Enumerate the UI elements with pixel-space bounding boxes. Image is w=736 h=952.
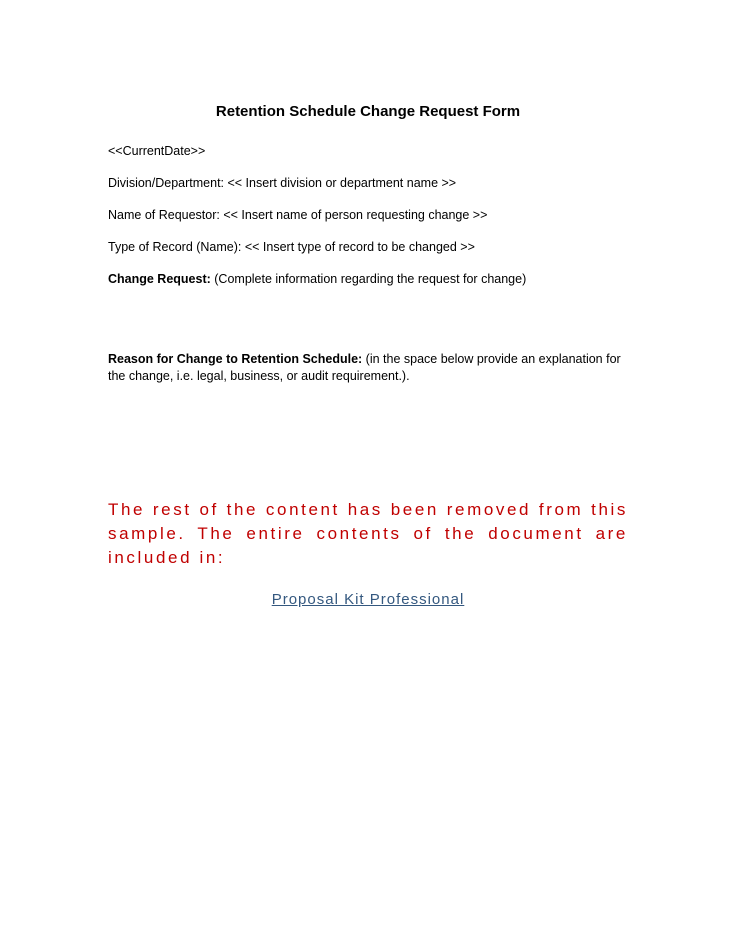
- division-field: Division/Department: << Insert division or department name >>: [108, 176, 457, 190]
- change-request-instructions: (Complete information regarding the request for change): [210, 272, 527, 286]
- change-request-section: [108, 271, 628, 287]
- content-removed-notice: The rest of the content has been removed from this sample. The entire contents of the document are included in:: [108, 500, 628, 567]
- proposal-kit-link[interactable]: Proposal Kit Professional: [271, 591, 465, 608]
- current-date-field: <<CurrentDate>>: [108, 144, 206, 158]
- reason-section: [108, 351, 628, 385]
- reason-instructions: (in the space below provide an explanation for the change, i.e. legal, business, or audit requirement.).: [108, 352, 621, 383]
- record-type-field: Type of Record (Name): << Insert type of record to be changed >>: [108, 240, 475, 254]
- reason-label: Reason for Change to Retention Schedule:: [108, 352, 363, 366]
- requestor-field: Name of Requestor: << Insert name of person requesting change >>: [108, 208, 488, 222]
- product-link-container: [0, 590, 736, 610]
- change-request-label: Change Request:: [108, 272, 211, 286]
- form-title: Retention Schedule Change Request Form: [215, 103, 521, 120]
